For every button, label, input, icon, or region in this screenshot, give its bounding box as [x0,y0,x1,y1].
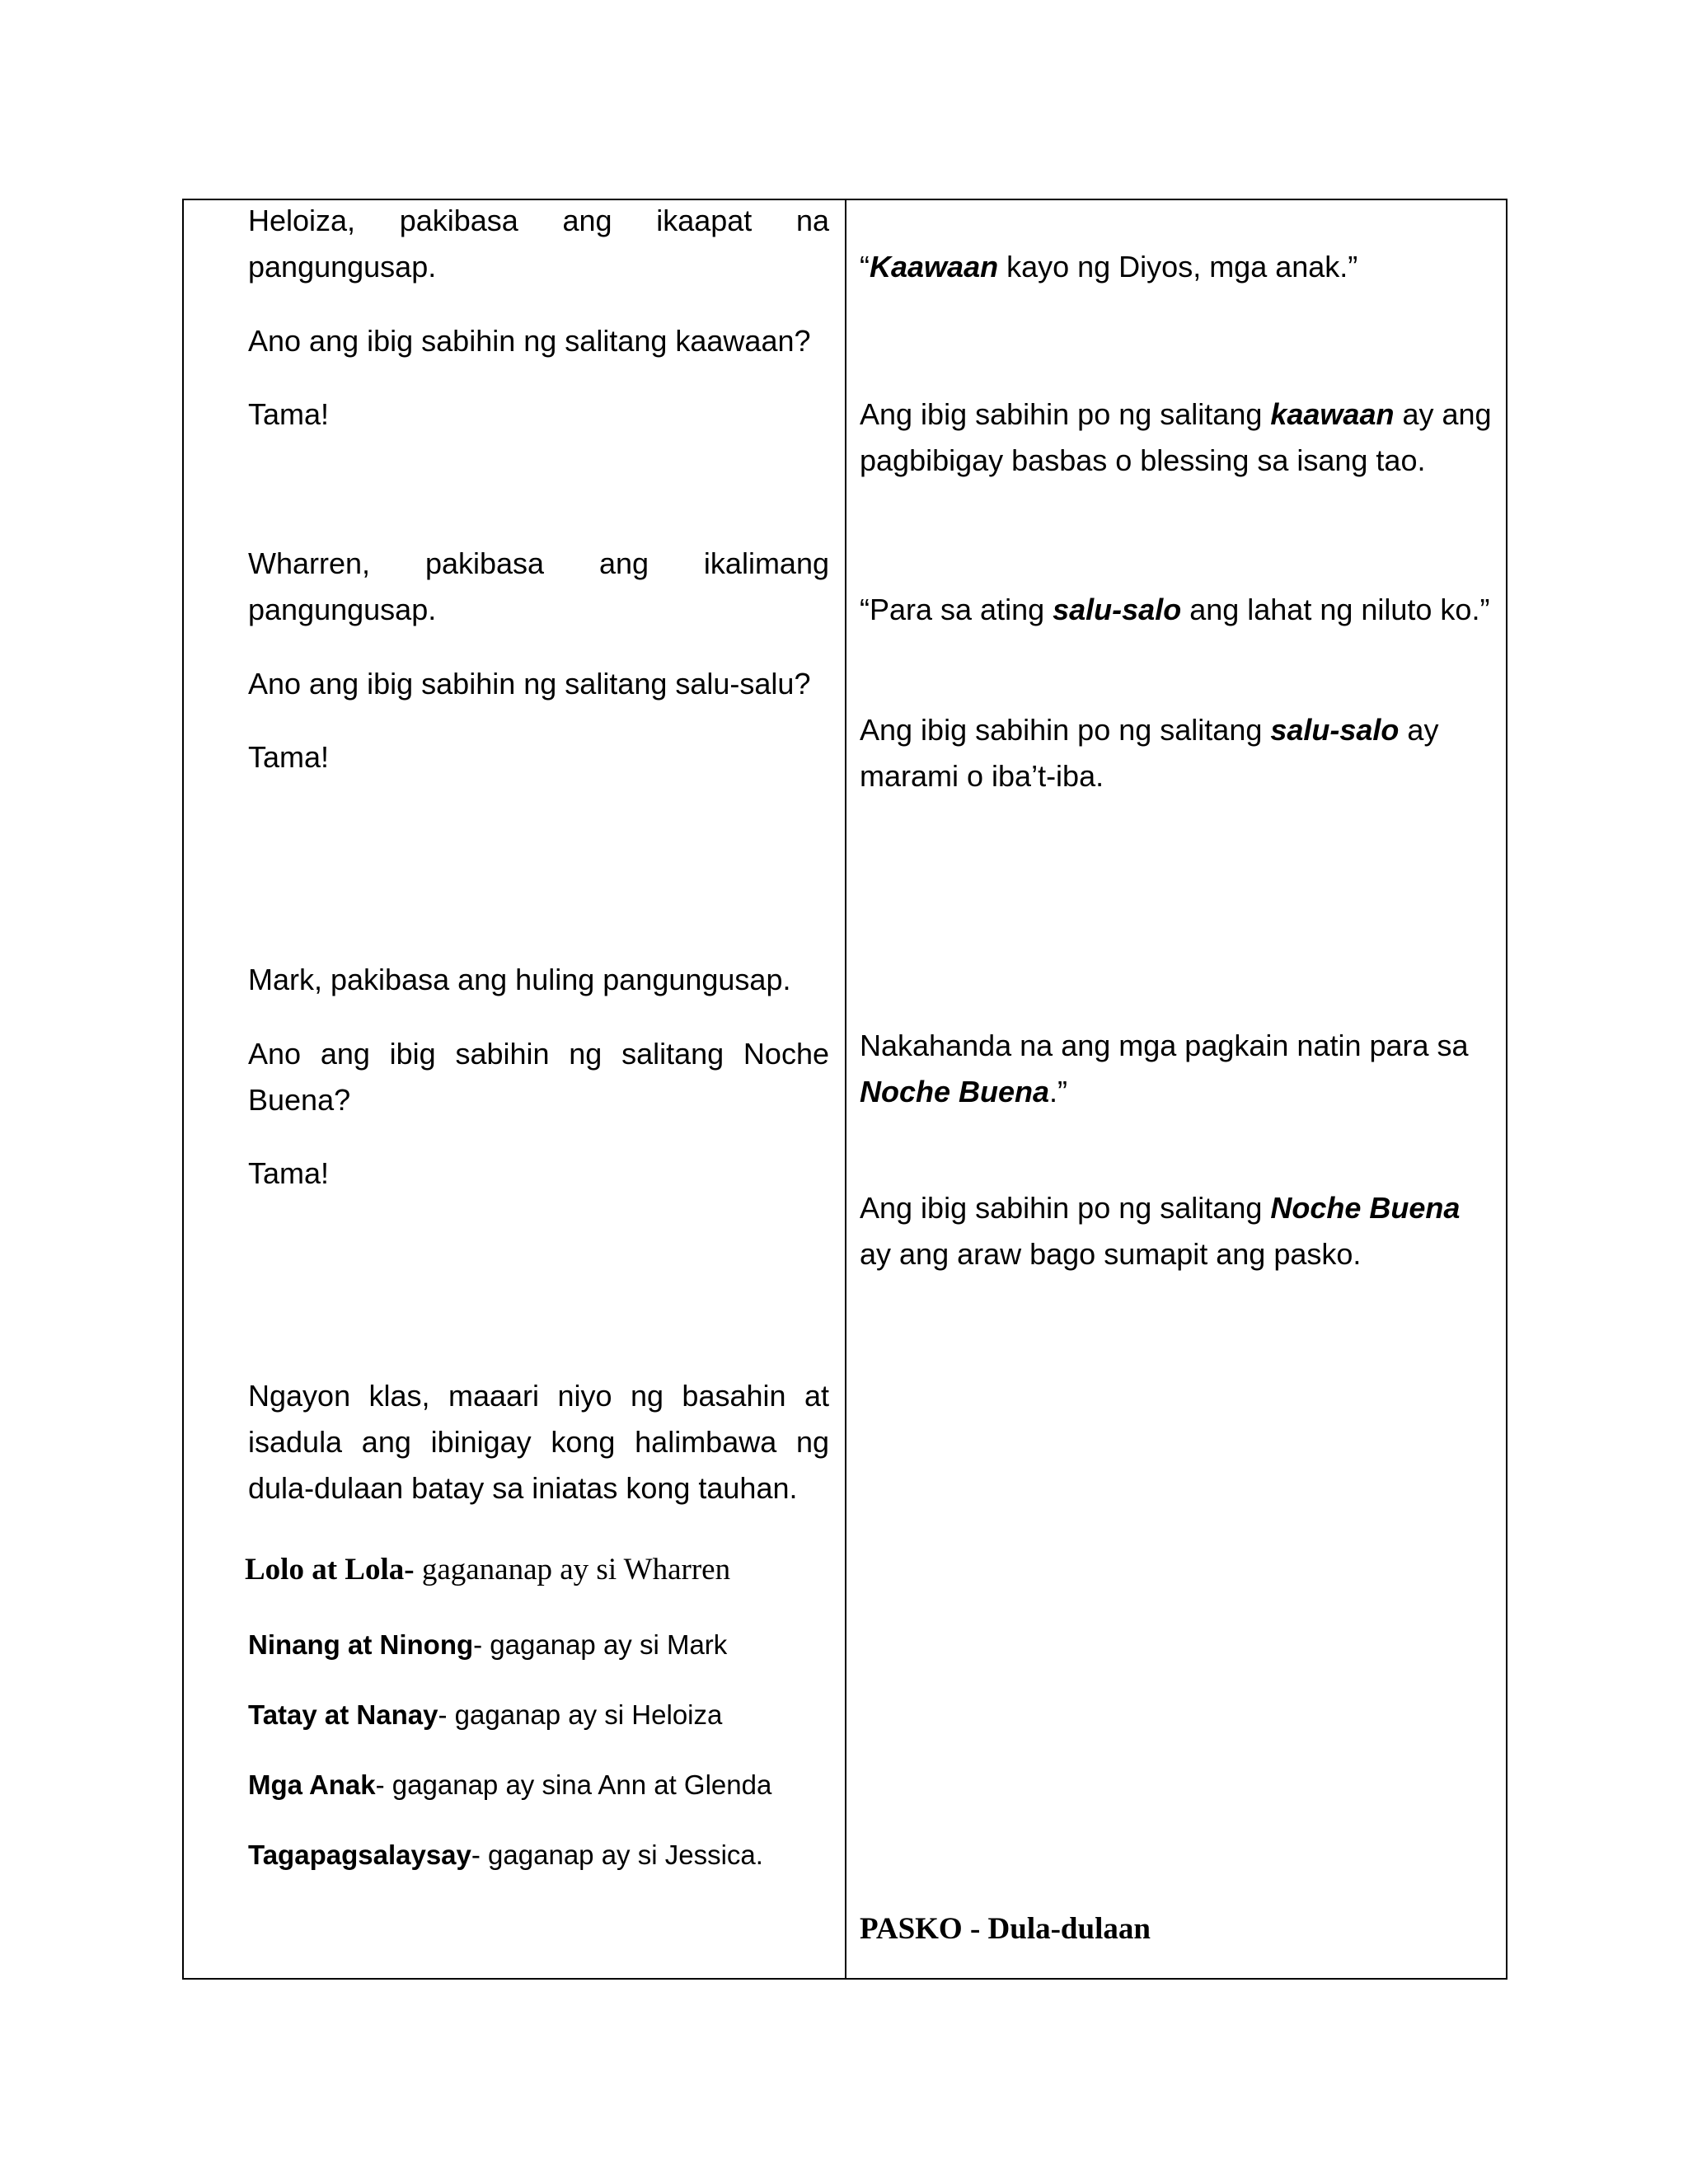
role-tagapagsalaysay: Tagapagsalaysay- gaganap ay si Jessica. [248,1840,763,1870]
student-quote-kaawaan: “Kaawaan kayo ng Diyos, mga anak.” [860,250,1358,284]
teacher-line-2: Ano ang ibig sabihin ng salitang kaawaan? [248,324,811,358]
teacher-instruction: Ngayon klas, maaari niyo ng basahin at isadula ang ibinigay kong halimbawa ng dula-dulaan batay sa iniatas kong tauhan. [248,1379,829,1505]
role-lolo-lola: Lolo at Lola- gagananap ay si Wharren [245,1553,731,1586]
teacher-line-9: Tama! [248,1156,330,1190]
role-tatay-nanay: Tatay at Nanay- gaganap ay si Heloiza [248,1699,723,1730]
column-divider [845,199,846,1980]
teacher-line-6: Tama! [248,740,330,774]
teacher-line-1: Heloiza, pakibasa ang ikaapat na pangungusap. [248,204,829,284]
teacher-line-7: Mark, pakibasa ang huling pangungusap. [248,963,791,996]
teacher-line-8: Ano ang ibig sabihin ng salitang Noche Buena? [248,1037,829,1117]
teacher-line-3: Tama! [248,397,330,431]
teacher-line-4: Wharren, pakibasa ang ikalimang pangungusap. [248,546,829,626]
student-answer-kaawaan: Ang ibig sabihin po ng salitang kaawaan ay ang pagbibigay basbas o blessing sa isang tao. [860,397,1492,477]
teacher-line-5: Ano ang ibig sabihin ng salitang salu-salu? [248,667,811,701]
student-quote-noche-buena: Nakahanda na ang mga pagkain natin para sa Noche Buena.” [860,1029,1469,1108]
student-answer-salu-salo: Ang ibig sabihin po ng salitang salu-salo ay marami o iba’t-iba. [860,713,1439,793]
role-mga-anak: Mga Anak- gaganap ay sina Ann at Glenda [248,1769,772,1800]
play-title: PASKO - Dula-dulaan [860,1912,1151,1946]
student-answer-noche-buena: Ang ibig sabihin po ng salitang Noche Buena ay ang araw bago sumapit ang pasko. [860,1191,1461,1271]
student-quote-salu-salo: “Para sa ating salu-salo ang lahat ng niluto ko.” [860,593,1490,626]
role-ninang-ninong: Ninang at Ninong- gaganap ay si Mark [248,1629,728,1660]
